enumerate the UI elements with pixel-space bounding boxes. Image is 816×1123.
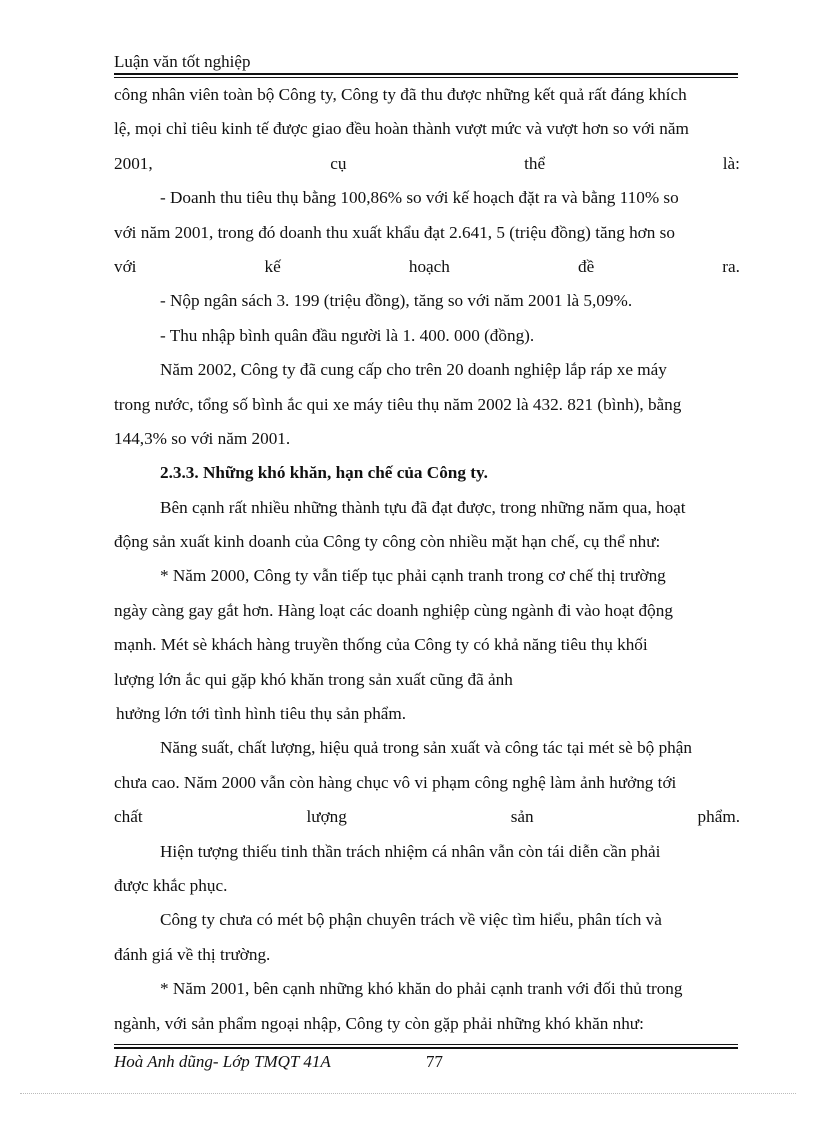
text-line: - Nộp ngân sách 3. 199 (triệu đồng), tăng so với năm 2001 là 5,09%. — [160, 291, 633, 311]
text-line: - Doanh thu tiêu thụ bằng 100,86% so với kế hoạch đặt ra và bằng 110% so — [160, 188, 679, 208]
text-line: chưa cao. Năm 2000 vẫn còn hàng chục vô vi phạm công nghệ làm ảnh hưởng tới — [114, 772, 677, 792]
word: đề — [577, 256, 595, 276]
footer-rule-top — [114, 1044, 738, 1045]
footer-rule-bottom — [114, 1047, 738, 1049]
justified-line — [114, 250, 740, 284]
text-line: * Năm 2000, Công ty vẫn tiếp tục phải cạnh tranh trong cơ chế thị trường — [160, 566, 666, 586]
justified-line — [114, 800, 740, 834]
page-edge-divider — [20, 1093, 796, 1094]
text-line: được khắc phục. — [114, 875, 228, 895]
text-line: lệ, mọi chỉ tiêu kinh tế được giao đều hoàn thành vượt mức và vượt hơn so với năm — [114, 119, 689, 139]
text-line: đánh giá về thị trường. — [114, 944, 271, 964]
text-line: Năm 2002, Công ty đã cung cấp cho trên 20 doanh nghiệp lắp ráp xe máy — [160, 360, 667, 380]
document-body — [114, 78, 740, 1041]
text-line: ngành, với sản phẩm ngoại nhập, Công ty còn gặp phải những khó khăn như: — [114, 1013, 644, 1033]
word: là: — [722, 153, 740, 173]
text-line: với năm 2001, trong đó doanh thu xuất khẩu đạt 2.641, 5 (triệu đồng) tăng hơn so — [114, 222, 675, 242]
word: phẩm. — [697, 807, 740, 827]
word: thể — [524, 153, 546, 173]
word: hoạch — [408, 256, 450, 276]
word: chất — [114, 807, 143, 827]
page-number: 77 — [426, 1052, 443, 1071]
text-line: Công ty chưa có mét bộ phận chuyên trách về việc tìm hiểu, phân tích và — [160, 910, 662, 930]
justified-line — [114, 147, 740, 181]
text-line: 144,3% so với năm 2001. — [114, 428, 291, 448]
word: với — [114, 256, 137, 276]
text-line: * Năm 2001, bên cạnh những khó khăn do phải cạnh tranh với đối thủ trong — [160, 979, 683, 999]
word: ra. — [722, 256, 740, 276]
text-line: Bên cạnh rất nhiều những thành tựu đã đạt được, trong những năm qua, hoạt — [160, 497, 686, 517]
running-header-title: Luận văn tốt nghiệp — [114, 52, 251, 71]
word: cụ — [330, 153, 347, 173]
text-line: - Thu nhập bình quân đầu người là 1. 400. 000 (đồng). — [160, 325, 535, 345]
footer-author: Hoà Anh dũng- Lớp TMQT 41A — [114, 1052, 331, 1071]
word: sản — [510, 807, 534, 827]
text-line: lượng lớn ắc qui gặp khó khăn trong sản xuất cũng đã ảnh — [114, 669, 513, 689]
word: kế — [264, 256, 281, 276]
header-rule-top — [114, 73, 738, 75]
word: 2001, — [114, 153, 153, 173]
section-heading: 2.3.3. Những khó khăn, hạn chế của Công ty. — [160, 463, 488, 483]
text-line: trong nước, tổng số bình ắc qui xe máy tiêu thụ năm 2002 là 432. 821 (bình), bằng — [114, 394, 682, 414]
text-line: Hiện tượng thiếu tinh thần trách nhiệm cá nhân vẫn còn tái diễn cần phải — [160, 841, 661, 861]
text-line: động sản xuất kinh doanh của Công ty công còn nhiều mặt hạn chế, cụ thể như: — [114, 532, 661, 552]
text-line: ngày càng gay gắt hơn. Hàng loạt các doanh nghiệp cùng ngành đi vào hoạt động — [114, 600, 673, 620]
text-line: mạnh. Mét sè khách hàng truyền thống của Công ty có khả năng tiêu thụ khối — [114, 635, 648, 655]
text-line: hưởng lớn tới tình hình tiêu thụ sản phẩm. — [116, 704, 407, 724]
text-line: Năng suất, chất lượng, hiệu quả trong sản xuất và công tác tại mét sè bộ phận — [160, 738, 692, 758]
word: lượng — [306, 807, 347, 827]
text-line: công nhân viên toàn bộ Công ty, Công ty đã thu được những kết quả rất đáng khích — [114, 85, 687, 104]
